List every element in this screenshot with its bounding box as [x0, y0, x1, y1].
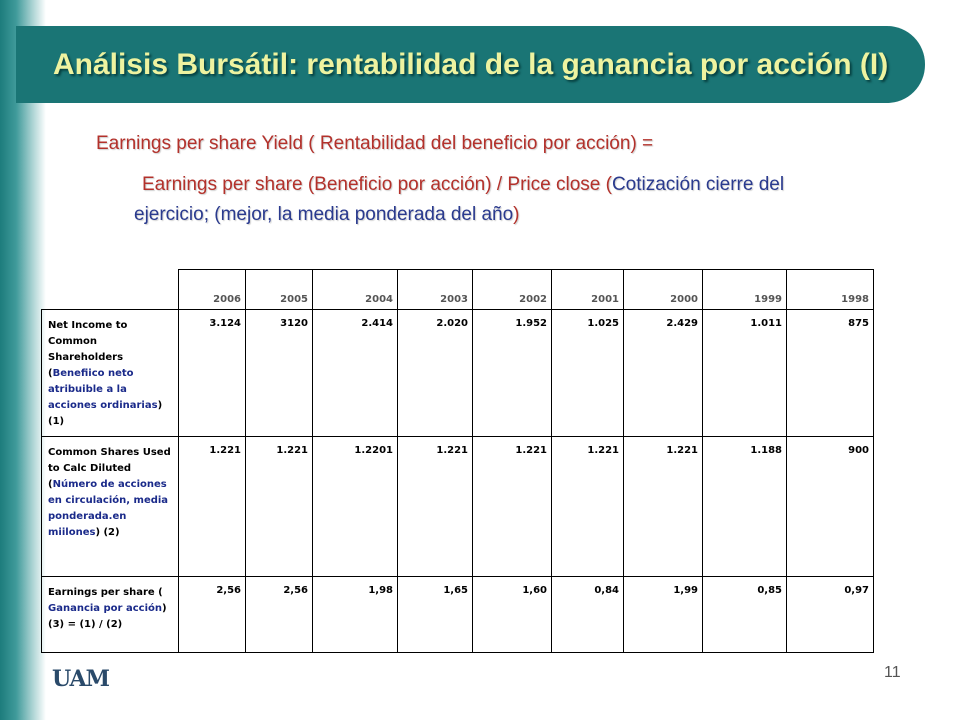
table-cell: 1.188 [703, 437, 787, 577]
table-cell: 875 [787, 310, 874, 437]
formula-line-2-close: ) [513, 204, 520, 225]
formula-line-2-red: Earnings per share (Beneficio por acción) / Price close ( [142, 174, 612, 195]
table-cell: 1.221 [246, 437, 313, 577]
table-cell: 1,60 [473, 577, 552, 653]
table-cell: 1,99 [624, 577, 703, 653]
row-label: Common Shares Used to Calc Diluted (Número de acciones en circulación, media ponderada.en miilones) (2) [42, 437, 179, 577]
table-row-common-shares [42, 437, 874, 577]
year-header: 2005 [246, 270, 313, 310]
formula-line-1: Earnings per share Yield ( Rentabilidad del beneficio por acción) = [96, 133, 654, 154]
table-cell: 1.221 [552, 437, 624, 577]
table-cell: 2.414 [313, 310, 398, 437]
table-cell: 1.025 [552, 310, 624, 437]
formula-line-2-blue: Cotización cierre del ejercicio; (mejor, la media ponderada del año [134, 174, 785, 225]
formula-line-2 [134, 170, 854, 230]
table-cell: 0,84 [552, 577, 624, 653]
university-logo: UAM [52, 666, 109, 692]
table-cell: 3120 [246, 310, 313, 437]
year-header: 2001 [552, 270, 624, 310]
table-cell: 1.011 [703, 310, 787, 437]
table-cell: 1.952 [473, 310, 552, 437]
table-cell: 0,85 [703, 577, 787, 653]
left-decorative-band [0, 0, 46, 720]
table-cell: 2,56 [179, 577, 246, 653]
year-header: 1999 [703, 270, 787, 310]
table-cell: 1,65 [398, 577, 473, 653]
year-header: 2002 [473, 270, 552, 310]
table-header-row [42, 270, 874, 310]
row-label: Earnings per share ( Ganancia por acción) (3) = (1) / (2) [42, 577, 179, 653]
table-cell: 1,98 [313, 577, 398, 653]
table-row-net-income [42, 310, 874, 437]
slide-number: 11 [884, 664, 901, 681]
table-cell: 1.221 [398, 437, 473, 577]
year-header: 1998 [787, 270, 874, 310]
table-cell: 3.124 [179, 310, 246, 437]
earnings-table [41, 269, 874, 653]
table-cell: 1.221 [473, 437, 552, 577]
table-cell: 0,97 [787, 577, 874, 653]
table-row-earnings-per-share [42, 577, 874, 653]
table-cell: 1.221 [624, 437, 703, 577]
year-header: 2004 [313, 270, 398, 310]
year-header: 2006 [179, 270, 246, 310]
table-corner [42, 270, 179, 310]
table-cell: 2,56 [246, 577, 313, 653]
table-cell: 900 [787, 437, 874, 577]
year-header: 2000 [624, 270, 703, 310]
table-cell: 1.221 [179, 437, 246, 577]
year-header: 2003 [398, 270, 473, 310]
row-label: Net Income to Common Shareholders (Benefiico neto atribuible a la acciones ordinarias) (1) [42, 310, 179, 437]
table-cell: 1.2201 [313, 437, 398, 577]
slide-title: Análisis Bursátil: rentabilidad de la ganancia por acción (I) [53, 48, 889, 81]
table-cell: 2.020 [398, 310, 473, 437]
table-cell: 2.429 [624, 310, 703, 437]
